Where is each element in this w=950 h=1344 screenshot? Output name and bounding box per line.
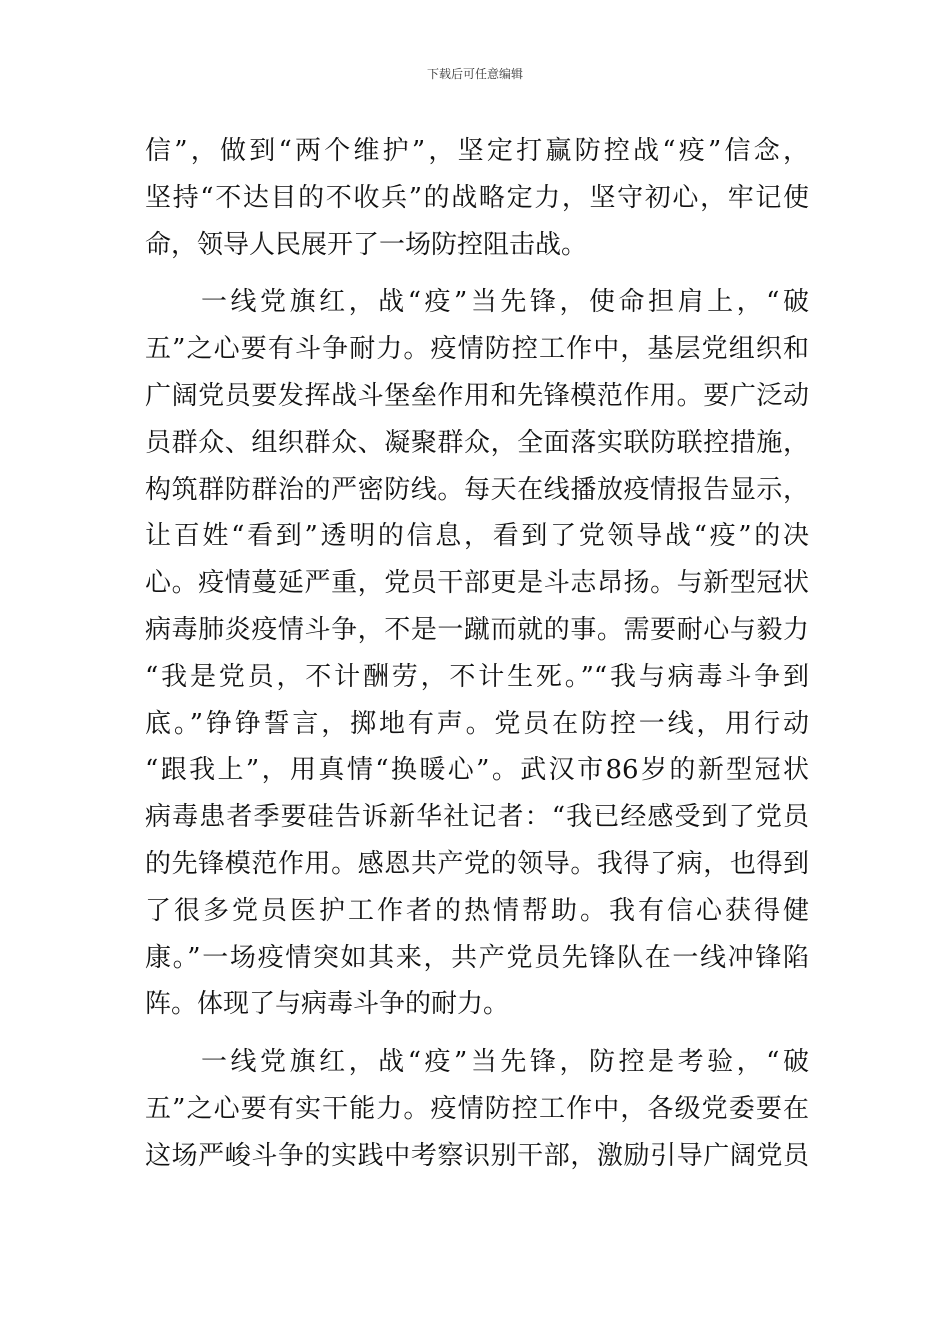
text-line: 底。”铮铮誓言，掷地有声。党员在防控一线，用行动 (145, 708, 809, 739)
text-line: 五”之心要有实干能力。疫情防控工作中，各级党委要在 (145, 1093, 809, 1124)
text-line: 一线党旗红，战“疫”当先锋，防控是考验，“破 (201, 1047, 809, 1078)
text-line: 这场严峻斗争的实践中考察识别干部，激励引导广阔党员 (145, 1140, 809, 1171)
text-line: 坚持“不达目的不收兵”的战略定力，坚守初心，牢记使 (145, 182, 809, 213)
text-line: 的先锋模范作用。感恩共产党的领导。我得了病，也得到 (145, 848, 809, 879)
paragraph-gap (145, 268, 809, 279)
text-line: 康。”一场疫情突如其来，共产党员先锋队在一线冲锋陷 (145, 942, 809, 973)
text-line: 病毒肺炎疫情斗争，不是一蹴而就的事。需要耐心与毅力 (145, 614, 809, 645)
text-line: 信”，做到“两个维护”，坚定打赢防控战“疫”信念， (145, 136, 809, 166)
text-line: “我是党员，不计酬劳，不计生死。”“我与病毒斗争到 (145, 661, 809, 692)
page-header: 下载后可任意编辑 (426, 67, 523, 81)
document-body (145, 128, 809, 1180)
text-line: 阵。体现了与病毒斗争的耐力。 (145, 989, 510, 1020)
text-line: 病毒患者季要硅告诉新华社记者：“我已经感受到了党员 (145, 802, 809, 833)
text-line: 心。疫情蔓延严重，党员干部更是斗志昂扬。与新型冠状 (145, 568, 809, 599)
text-line: 命，领导人民展开了一场防控阻击战。 (145, 229, 588, 260)
text-line: 广阔党员要发挥战斗堡垒作用和先锋模范作用。要广泛动 (145, 380, 809, 411)
paragraph-1 (145, 128, 809, 268)
text-line: “跟我上”，用真情“换暖心”。武汉市86岁的新型冠状 (145, 755, 809, 786)
paragraph-gap (145, 1028, 809, 1039)
text-line: 员群众、组织群众、凝聚群众，全面落实联防联控措施， (145, 427, 809, 458)
paragraph-3 (145, 1039, 809, 1179)
text-line: 五”之心要有斗争耐力。疫情防控工作中，基层党组织和 (145, 334, 809, 365)
text-line: 构筑群防群治的严密防线。每天在线播放疫情报告显示， (145, 474, 809, 505)
text-line: 让百姓“看到”透明的信息，看到了党领导战“疫”的决 (145, 521, 809, 552)
text-line: 了很多党员医护工作者的热情帮助。我有信心获得健 (145, 895, 809, 926)
paragraph-2 (145, 279, 809, 1028)
text-line: 一线党旗红，战“疫”当先锋，使命担肩上，“破 (201, 287, 809, 318)
